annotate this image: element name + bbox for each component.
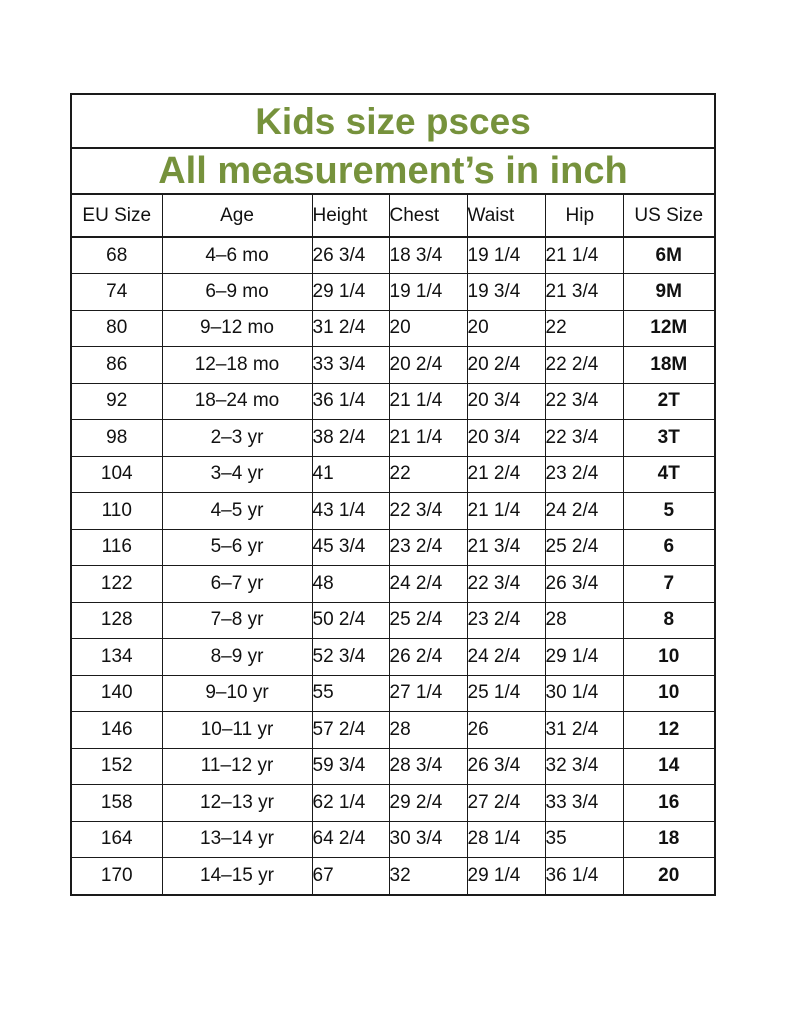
- age-cell: 4–5 yr: [162, 493, 312, 530]
- table-row: [72, 347, 714, 384]
- chest-cell: 20 2/4: [389, 347, 467, 384]
- us-size-cell: 6M: [623, 237, 714, 274]
- height-cell: 59 3/4: [312, 748, 389, 785]
- us-size-cell: 4T: [623, 456, 714, 493]
- table-row: [72, 566, 714, 603]
- height-cell: 38 2/4: [312, 420, 389, 457]
- table-row: [72, 420, 714, 457]
- table-row: [72, 858, 714, 895]
- age-cell: 9–12 mo: [162, 310, 312, 347]
- us-size-cell: 8: [623, 602, 714, 639]
- hip-cell: 22 2/4: [545, 347, 623, 384]
- header-hip: Hip: [545, 195, 623, 237]
- height-cell: 45 3/4: [312, 529, 389, 566]
- us-size-cell: 10: [623, 639, 714, 676]
- eu-size-cell: 158: [72, 785, 162, 822]
- eu-size-cell: 80: [72, 310, 162, 347]
- table-row: [72, 310, 714, 347]
- table-row: [72, 274, 714, 311]
- age-cell: 8–9 yr: [162, 639, 312, 676]
- height-cell: 31 2/4: [312, 310, 389, 347]
- height-cell: 41: [312, 456, 389, 493]
- waist-cell: 21 1/4: [467, 493, 545, 530]
- height-cell: 62 1/4: [312, 785, 389, 822]
- chest-cell: 21 1/4: [389, 383, 467, 420]
- us-size-cell: 3T: [623, 420, 714, 457]
- chest-cell: 21 1/4: [389, 420, 467, 457]
- chest-cell: 28: [389, 712, 467, 749]
- hip-cell: 33 3/4: [545, 785, 623, 822]
- age-cell: 4–6 mo: [162, 237, 312, 274]
- table-row: [72, 639, 714, 676]
- age-cell: 9–10 yr: [162, 675, 312, 712]
- hip-cell: 29 1/4: [545, 639, 623, 676]
- us-size-cell: 14: [623, 748, 714, 785]
- height-cell: 36 1/4: [312, 383, 389, 420]
- eu-size-cell: 92: [72, 383, 162, 420]
- eu-size-cell: 152: [72, 748, 162, 785]
- eu-size-cell: 140: [72, 675, 162, 712]
- chest-cell: 27 1/4: [389, 675, 467, 712]
- waist-cell: 20 3/4: [467, 383, 545, 420]
- us-size-cell: 12: [623, 712, 714, 749]
- waist-cell: 20 2/4: [467, 347, 545, 384]
- chest-cell: 29 2/4: [389, 785, 467, 822]
- table-row: [72, 821, 714, 858]
- chest-cell: 22: [389, 456, 467, 493]
- height-cell: 55: [312, 675, 389, 712]
- waist-cell: 19 1/4: [467, 237, 545, 274]
- table-row: [72, 456, 714, 493]
- waist-cell: 23 2/4: [467, 602, 545, 639]
- us-size-cell: 6: [623, 529, 714, 566]
- waist-cell: 20: [467, 310, 545, 347]
- hip-cell: 35: [545, 821, 623, 858]
- header-eu-size: EU Size: [72, 195, 162, 237]
- header-us-size: US Size: [623, 195, 714, 237]
- height-cell: 50 2/4: [312, 602, 389, 639]
- chest-cell: 20: [389, 310, 467, 347]
- hip-cell: 31 2/4: [545, 712, 623, 749]
- chest-cell: 25 2/4: [389, 602, 467, 639]
- age-cell: 12–18 mo: [162, 347, 312, 384]
- size-table: [72, 195, 714, 894]
- age-cell: 12–13 yr: [162, 785, 312, 822]
- hip-cell: 24 2/4: [545, 493, 623, 530]
- chest-cell: 32: [389, 858, 467, 895]
- table-row: [72, 712, 714, 749]
- chest-cell: 26 2/4: [389, 639, 467, 676]
- eu-size-cell: 86: [72, 347, 162, 384]
- chest-cell: 23 2/4: [389, 529, 467, 566]
- waist-cell: 29 1/4: [467, 858, 545, 895]
- chest-cell: 30 3/4: [389, 821, 467, 858]
- height-cell: 67: [312, 858, 389, 895]
- eu-size-cell: 134: [72, 639, 162, 676]
- table-row: [72, 237, 714, 274]
- us-size-cell: 10: [623, 675, 714, 712]
- us-size-cell: 2T: [623, 383, 714, 420]
- age-cell: 3–4 yr: [162, 456, 312, 493]
- waist-cell: 19 3/4: [467, 274, 545, 311]
- waist-cell: 21 2/4: [467, 456, 545, 493]
- chest-cell: 28 3/4: [389, 748, 467, 785]
- hip-cell: 22 3/4: [545, 420, 623, 457]
- eu-size-cell: 98: [72, 420, 162, 457]
- us-size-cell: 7: [623, 566, 714, 603]
- eu-size-cell: 116: [72, 529, 162, 566]
- us-size-cell: 9M: [623, 274, 714, 311]
- height-cell: 64 2/4: [312, 821, 389, 858]
- age-cell: 11–12 yr: [162, 748, 312, 785]
- eu-size-cell: 110: [72, 493, 162, 530]
- hip-cell: 28: [545, 602, 623, 639]
- eu-size-cell: 122: [72, 566, 162, 603]
- hip-cell: 22 3/4: [545, 383, 623, 420]
- us-size-cell: 16: [623, 785, 714, 822]
- header-chest: Chest: [389, 195, 467, 237]
- us-size-cell: 12M: [623, 310, 714, 347]
- height-cell: 48: [312, 566, 389, 603]
- waist-cell: 22 3/4: [467, 566, 545, 603]
- height-cell: 26 3/4: [312, 237, 389, 274]
- eu-size-cell: 74: [72, 274, 162, 311]
- header-row: [72, 195, 714, 237]
- height-cell: 52 3/4: [312, 639, 389, 676]
- header-age: Age: [162, 195, 312, 237]
- eu-size-cell: 170: [72, 858, 162, 895]
- header-height: Height: [312, 195, 389, 237]
- eu-size-cell: 146: [72, 712, 162, 749]
- table-row: [72, 602, 714, 639]
- header-waist: Waist: [467, 195, 545, 237]
- age-cell: 7–8 yr: [162, 602, 312, 639]
- hip-cell: 30 1/4: [545, 675, 623, 712]
- us-size-cell: 18M: [623, 347, 714, 384]
- hip-cell: 32 3/4: [545, 748, 623, 785]
- waist-cell: 27 2/4: [467, 785, 545, 822]
- us-size-cell: 18: [623, 821, 714, 858]
- age-cell: 5–6 yr: [162, 529, 312, 566]
- height-cell: 29 1/4: [312, 274, 389, 311]
- eu-size-cell: 128: [72, 602, 162, 639]
- height-cell: 33 3/4: [312, 347, 389, 384]
- waist-cell: 21 3/4: [467, 529, 545, 566]
- chart-title: Kids size psces: [72, 95, 714, 149]
- waist-cell: 24 2/4: [467, 639, 545, 676]
- age-cell: 6–7 yr: [162, 566, 312, 603]
- chart-subtitle: All measurement’s in inch: [72, 149, 714, 195]
- table-row: [72, 383, 714, 420]
- hip-cell: 23 2/4: [545, 456, 623, 493]
- chest-cell: 22 3/4: [389, 493, 467, 530]
- chest-cell: 19 1/4: [389, 274, 467, 311]
- waist-cell: 26: [467, 712, 545, 749]
- age-cell: 18–24 mo: [162, 383, 312, 420]
- age-cell: 14–15 yr: [162, 858, 312, 895]
- hip-cell: 26 3/4: [545, 566, 623, 603]
- hip-cell: 36 1/4: [545, 858, 623, 895]
- table-row: [72, 785, 714, 822]
- size-chart: [70, 93, 716, 896]
- waist-cell: 25 1/4: [467, 675, 545, 712]
- table-row: [72, 748, 714, 785]
- table-row: [72, 529, 714, 566]
- table-row: [72, 675, 714, 712]
- chest-cell: 18 3/4: [389, 237, 467, 274]
- chest-cell: 24 2/4: [389, 566, 467, 603]
- waist-cell: 20 3/4: [467, 420, 545, 457]
- hip-cell: 21 3/4: [545, 274, 623, 311]
- hip-cell: 25 2/4: [545, 529, 623, 566]
- hip-cell: 21 1/4: [545, 237, 623, 274]
- eu-size-cell: 104: [72, 456, 162, 493]
- age-cell: 6–9 mo: [162, 274, 312, 311]
- waist-cell: 28 1/4: [467, 821, 545, 858]
- us-size-cell: 20: [623, 858, 714, 895]
- age-cell: 10–11 yr: [162, 712, 312, 749]
- eu-size-cell: 164: [72, 821, 162, 858]
- age-cell: 2–3 yr: [162, 420, 312, 457]
- eu-size-cell: 68: [72, 237, 162, 274]
- height-cell: 57 2/4: [312, 712, 389, 749]
- age-cell: 13–14 yr: [162, 821, 312, 858]
- hip-cell: 22: [545, 310, 623, 347]
- height-cell: 43 1/4: [312, 493, 389, 530]
- us-size-cell: 5: [623, 493, 714, 530]
- table-row: [72, 493, 714, 530]
- waist-cell: 26 3/4: [467, 748, 545, 785]
